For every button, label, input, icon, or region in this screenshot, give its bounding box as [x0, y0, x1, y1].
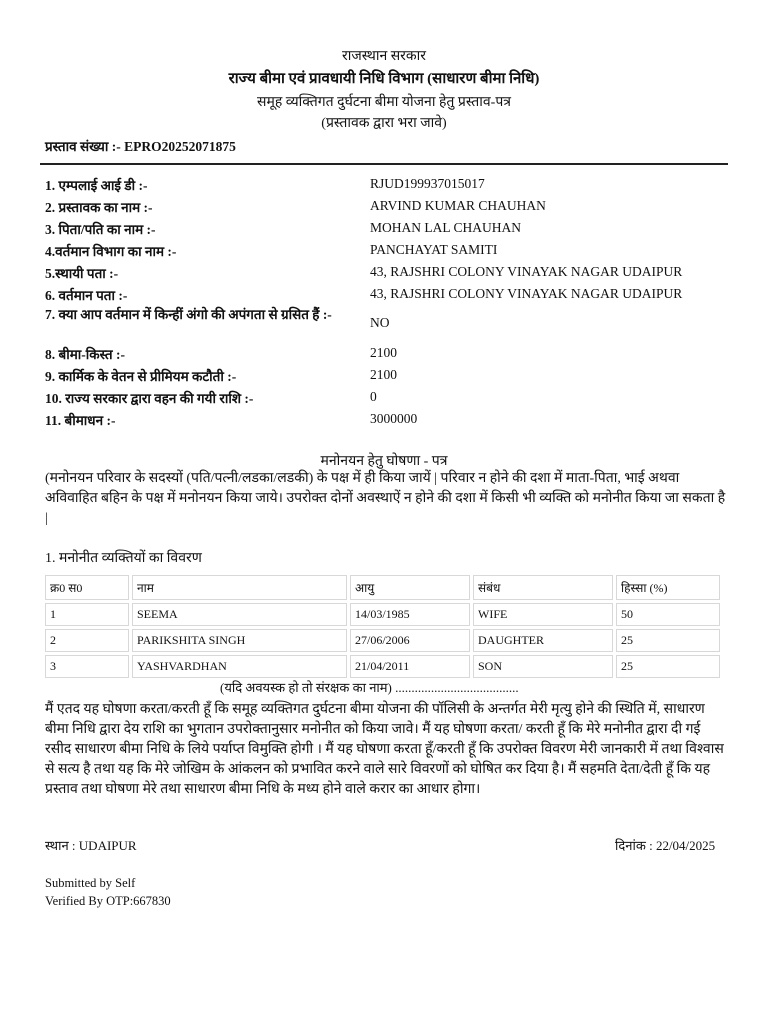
declaration-text: मैं एतद यह घोषणा करता/करती हूँ कि समूह व्यक्तिगत दुर्घटना बीमा योजना की पॉलिसी के अन्तर्गत मेरी मृत्यु होने की स्थिति में, साधारण बीमा निधि द्वारा देय राशि का भुगतान उपरोक्तानुसार मनोनीत को किया जावे। मैं यह घोषणा करता/ करती हूँ कि मेरे मनोनीत द्वारा दी गई रसीद साधारण बीमा निधि के लिये पर्याप्त विमुक्ति होगी । मैं यह घोषणा करता हूँ/करती हूँ कि उपरोक्त विवरण मेरी जानकारी में तथा विश्वास से सत्य है तथा यह कि मेरे जोखिम के आंकलन को प्रभावित करने वाले सारे विवरणों को घोषित कर दिया है। मैं सहमति देता/देती हूँ कि यह प्रस्ताव तथा घोषणा मेरे तथा साधारण बीमा निधि के मध्य होने वाले करार का आधार होगा। — [45, 702, 724, 797]
field-value: 3000000 — [370, 411, 418, 426]
field-salary-deduction — [45, 367, 725, 387]
date: दिनांक : 22/04/2025 — [615, 838, 716, 853]
nomination-heading: मनोनयन हेतु घोषणा - पत्र — [320, 454, 448, 469]
field-department — [45, 242, 725, 262]
table-cell: 50 — [616, 603, 720, 626]
field-value: 2100 — [370, 367, 397, 382]
field-label: 2. प्रस्तावक का नाम :- — [45, 200, 153, 215]
table-cell: 1 — [45, 603, 129, 626]
submitted-by: Submitted by Self — [45, 876, 136, 890]
field-value: RJUD199937015017 — [370, 176, 485, 191]
field-label: 8. बीमा-किस्त :- — [45, 347, 125, 362]
table-cell: YASHVARDHAN — [132, 655, 347, 678]
field-value: ARVIND KUMAR CHAUHAN — [370, 198, 546, 213]
table-cell: PARIKSHITA SINGH — [132, 629, 347, 652]
field-current-address — [45, 286, 725, 306]
field-disability — [45, 306, 725, 344]
field-premium-installment — [45, 345, 725, 365]
table-cell: 14/03/1985 — [350, 603, 470, 626]
table-row — [45, 603, 720, 626]
table-row — [45, 629, 720, 652]
field-label: 9. कार्मिक के वेतन से प्रीमियम कटौती :- — [45, 369, 237, 384]
place: स्थान : UDAIPUR — [45, 838, 137, 853]
table-cell: 21/04/2011 — [350, 655, 470, 678]
field-value: PANCHAYAT SAMITI — [370, 242, 498, 257]
table-cell: 3 — [45, 655, 129, 678]
table-cell: SEEMA — [132, 603, 347, 626]
table-row — [45, 655, 720, 678]
government-title: राजस्थान सरकार — [341, 49, 427, 64]
table-header-row — [45, 575, 720, 600]
proposal-number: EPRO20252071875 — [124, 139, 236, 154]
form-instruction: (प्रस्तावक द्वारा भरा जावे) — [321, 116, 447, 131]
field-value: 2100 — [370, 345, 397, 360]
department-title: राज्य बीमा एवं प्रावधायी निधि विभाग (साधारण बीमा निधि) — [228, 71, 540, 87]
field-label: 3. पिता/पति का नाम :- — [45, 222, 156, 237]
verified-by: Verified By OTP:667830 — [45, 894, 171, 908]
field-value: 43, RAJSHRI COLONY VINAYAK NAGAR UDAIPUR — [370, 286, 683, 301]
field-label: 10. राज्य सरकार द्वारा वहन की गयी राशि :- — [45, 391, 254, 406]
field-label: 4.वर्तमान विभाग का नाम :- — [45, 244, 177, 259]
guardian-line: (यदि अवयस्क हो तो संरक्षक का नाम) ...................................... — [220, 680, 519, 695]
table-cell: WIFE — [473, 603, 613, 626]
field-permanent-address — [45, 264, 725, 284]
table-cell: DAUGHTER — [473, 629, 613, 652]
column-header: हिस्सा (%) — [616, 575, 720, 600]
table-cell: SON — [473, 655, 613, 678]
field-label: 11. बीमाधन :- — [45, 413, 116, 428]
nominee-table — [42, 572, 723, 681]
nomination-note: (मनोनयन परिवार के सदस्यों (पति/पत्नी/लडका/लडकी) के पक्ष में ही किया जायें | परिवार न होने की दशा में माता-पिता, भाई अथवा अविवाहित बहिन के पक्ष में मनोनयन किया जाये। उपरोक्त दोनों अवस्थाऐं न होने की दशा में किसी भी व्यक्ति को मनोनीत किया जा सकता है | — [45, 471, 726, 526]
proposal-label: प्रस्ताव संख्या :- — [45, 139, 121, 154]
table-cell: 25 — [616, 629, 720, 652]
column-header: क्र0 स0 — [45, 575, 129, 600]
field-state-contribution — [45, 389, 725, 409]
field-label: 6. वर्तमान पता :- — [45, 288, 128, 303]
field-value: MOHAN LAL CHAUHAN — [370, 220, 521, 235]
table-cell: 2 — [45, 629, 129, 652]
field-value: 43, RAJSHRI COLONY VINAYAK NAGAR UDAIPUR — [370, 264, 683, 279]
field-sum-assured — [45, 411, 725, 431]
field-label: 5.स्थायी पता :- — [45, 266, 119, 281]
nominee-table-title: 1. मनोनीत व्यक्तियों का विवरण — [45, 551, 202, 566]
field-value: 0 — [370, 389, 377, 404]
field-proposer-name — [45, 198, 725, 218]
table-cell: 25 — [616, 655, 720, 678]
field-employee-id — [45, 176, 725, 196]
table-cell: 27/06/2006 — [350, 629, 470, 652]
field-father-husband-name — [45, 220, 725, 240]
column-header: नाम — [132, 575, 347, 600]
field-label: 7. क्या आप वर्तमान में किन्हीं अंगो की अपंगता से ग्रसित हैं :- — [45, 307, 332, 322]
field-label: 1. एम्पलाई आई डी :- — [45, 178, 148, 193]
column-header: आयु — [350, 575, 470, 600]
field-value: NO — [370, 315, 390, 330]
form-title: समूह व्यक्तिगत दुर्घटना बीमा योजना हेतु प्रस्ताव-पत्र — [256, 95, 511, 110]
column-header: संबंध — [473, 575, 613, 600]
proposal-number-line — [45, 137, 236, 155]
header-divider — [40, 163, 728, 165]
